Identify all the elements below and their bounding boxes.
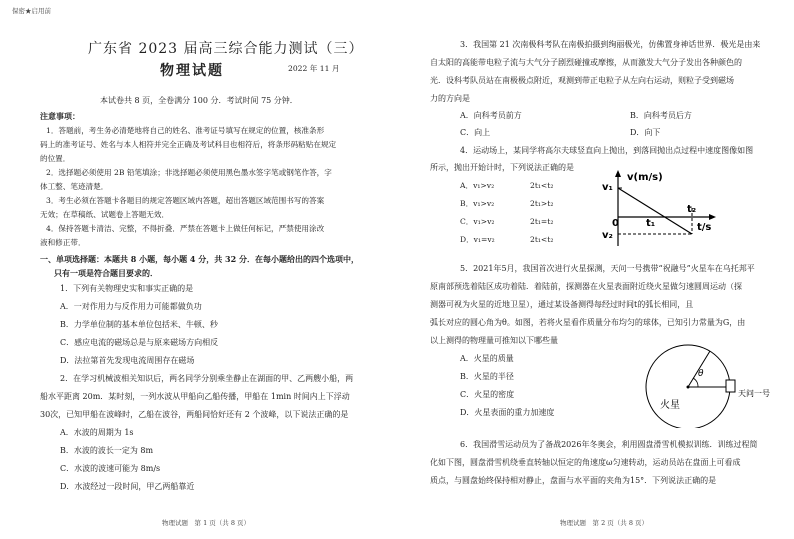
q5-stem-line: 弧长对应的圆心角为θ。如图，若将火星看作质量分布均匀的球体，已知引力常量为G，由 [430,318,746,327]
q2-option: C．水波的波速可能为 8m/s [60,464,161,473]
probe-marker [726,380,735,392]
q4-stem-line: 4．运动场上，某同学将高尔夫球竖直向上抛出，到落回抛出点过程中速度图像如图 [460,146,754,155]
velocity-time-graph [600,168,720,248]
q5-stem-line: 原南部预选着陆区成功着陆．着陆前，探测器在火星表面附近绕火星做匀速圆周运动（探 [430,282,742,291]
q5-option: D．火星表面的重力加速度 [460,408,555,417]
q4-stem-line: 所示，抛出开始计时，下列说法正确的是 [430,163,574,172]
q2-option: B．水波的波长一定为 8m [60,446,154,455]
notice-line: 4．保持答题卡清洁、完整，不得折叠．严禁在答题卡上做任何标记，严禁使用涂改 [46,224,325,233]
exam-date: 2022 年 11 月 [288,64,340,73]
q5-option: A．火星的质量 [460,354,514,363]
section-heading: 只有一项是符合题目要求的． [54,268,158,278]
q2-stem-line: 2．在学习机械波相关知识后，两名同学分别乘坐静止在湖面的甲、乙两艘小船，两 [60,374,354,383]
exam-title: 广东省 2023 届高三综合能力测试（三） [88,41,364,57]
q3-stem-line: 光．设科考队员站在南极极点附近，观测到带正电粒子从左向右运动，则粒子受到磁场 [430,76,734,85]
q6-stem-line: 化如下图，圆盘滑雪机绕垂直转轴以恒定的角速度ω匀速转动，运动员站在盘面上可看成 [430,458,741,467]
theta-label: θ [698,369,704,379]
t-axis-arrow [709,214,716,220]
v-axis-label: v(m/s) [627,172,663,183]
q5-stem-line: 以上测得的物理量可推知以下哪些量 [430,336,558,345]
origin-label: 0 [612,218,619,229]
notice-line: 码上的准考证号、姓名与本人相符并完全正确及考试科目也相符后，将条形码粘贴在规定 [40,140,337,149]
notice-line: 1．答题前，考生务必清楚地将自己的姓名、准考证号填写在规定的位置，核准条形 [46,126,325,135]
notice-line: 的位置． [40,154,71,163]
q4-option-letter: C．v₁>v₂ [460,217,495,226]
q5-stem-line: 测器可视为火星的近地卫星），通过某设备测得每经过时间t的弧长相同，且 [430,300,694,309]
v2-label: v₂ [602,230,613,241]
notice-line: 液和修正带． [40,238,86,247]
page-footer: 物理试题 第 1 页（共 8 页） [162,519,251,527]
q4-option-relation: 2t₁<t₂ [530,181,554,190]
notice-title: 注意事项： [40,111,80,121]
v1-label: v₁ [602,182,613,193]
t-axis-label: t/s [697,222,712,233]
q3-option: B．向科考员后方 [630,111,692,120]
subject-title: 物理试题 [160,63,224,79]
q5-stem-line: 5．2021年5月，我国首次进行火星探测，天问一号携带“祝融号”火星车在乌托邦平 [460,264,755,273]
q2-stem-line: 船水平距离 20m．某时刻，一列水波从甲船向乙船传播，甲船在 1min 时间内上下浮动 [40,392,350,401]
q3-stem-line: 自太阳的高能带电粒子流与大气分子剧烈碰撞或摩擦，从而激发大气分子发出各种颜色的 [430,58,742,67]
q2-option: D．水波经过一段时间，甲乙两船靠近 [60,482,195,491]
q4-option-letter: A．v₁>v₂ [460,181,495,190]
q5-option: B．火星的半径 [460,372,514,381]
q1-option: D．法拉第首先发现电流周围存在磁场 [60,356,195,365]
q2-stem-line: 30次，已知甲船在波峰时，乙船在波谷，两船间恰好还有 2 个波峰，以下说法正确的是 [40,410,349,419]
q6-stem-line: 质点，与圆盘始终保持相对静止，盘面与水平面的夹角为15°．下列说法正确的是 [430,476,717,485]
q2-option: A．水波的周期为 1s [60,428,134,437]
intro-line: 本试卷共 8 页，全卷满分 100 分．考试时间 75 分钟． [100,96,298,105]
page-footer: 物理试题 第 2 页（共 8 页） [560,519,649,527]
q1-option: A．一对作用力与反作用力可能都做负功 [60,302,202,311]
q5-option: C．火星的密度 [460,390,515,399]
secret-mark: 保密★启用前 [12,7,51,15]
q3-stem-line: 3．我国第 21 次南极科考队在南极拍摄到绚丽极光，仿佛置身神话世界．极光是由来 [460,40,761,49]
q3-option: C．向上 [460,128,491,137]
q1-stem: 1．下列有关物理史实和事实正确的是 [60,284,194,293]
q1-option: B．力学单位制的基本单位包括米、牛顿、秒 [60,320,218,329]
notice-line: 3．考生必须在答题卡各题目的规定答题区域内答题，超出答题区域范围书写的答案 [46,196,325,205]
section-heading: 一、单项选择题：本题共 8 小题，每小题 4 分，共 32 分．在每小题给出的四个选项中， [40,254,359,264]
notice-line: 无效；在草稿纸、试题卷上答题无效． [40,210,170,219]
t1-label: t₁ [646,218,656,229]
angle-arc [693,378,698,387]
q4-option-relation: 2t₁=t₂ [530,217,554,226]
notice-line: 2．选择题必须使用 2B 铅笔填涂；非选择题必须使用黑色墨水签字笔或钢笔作答，字 [46,168,332,177]
q4-option-relation: 2t₁<t₂ [530,235,554,244]
probe-label: 天问一号 [738,389,770,398]
q6-stem-line: 6．我国滑雪运动员为了备战2026年冬奥会，利用圆盘滑雪机模拟训练．训练过程简 [460,440,758,449]
q4-option-letter: B．v₁>v₂ [460,199,495,208]
t2-label: t₂ [687,204,697,215]
v-axis-arrow [615,170,621,177]
q4-option-relation: 2t₁>t₂ [530,199,554,208]
q4-option-letter: D．v₁=v₂ [460,235,495,244]
q3-option: D．向下 [630,128,661,137]
q3-stem-line: 力的方向是 [430,94,470,103]
q1-option: C．感应电流的磁场总是与原来磁场方向相反 [60,338,219,347]
mars-label: 火星 [660,400,680,411]
q3-option: A．向科考员前方 [460,111,522,120]
mars-orbit-figure [626,334,786,428]
notice-line: 体工整、笔迹清楚． [40,182,109,191]
